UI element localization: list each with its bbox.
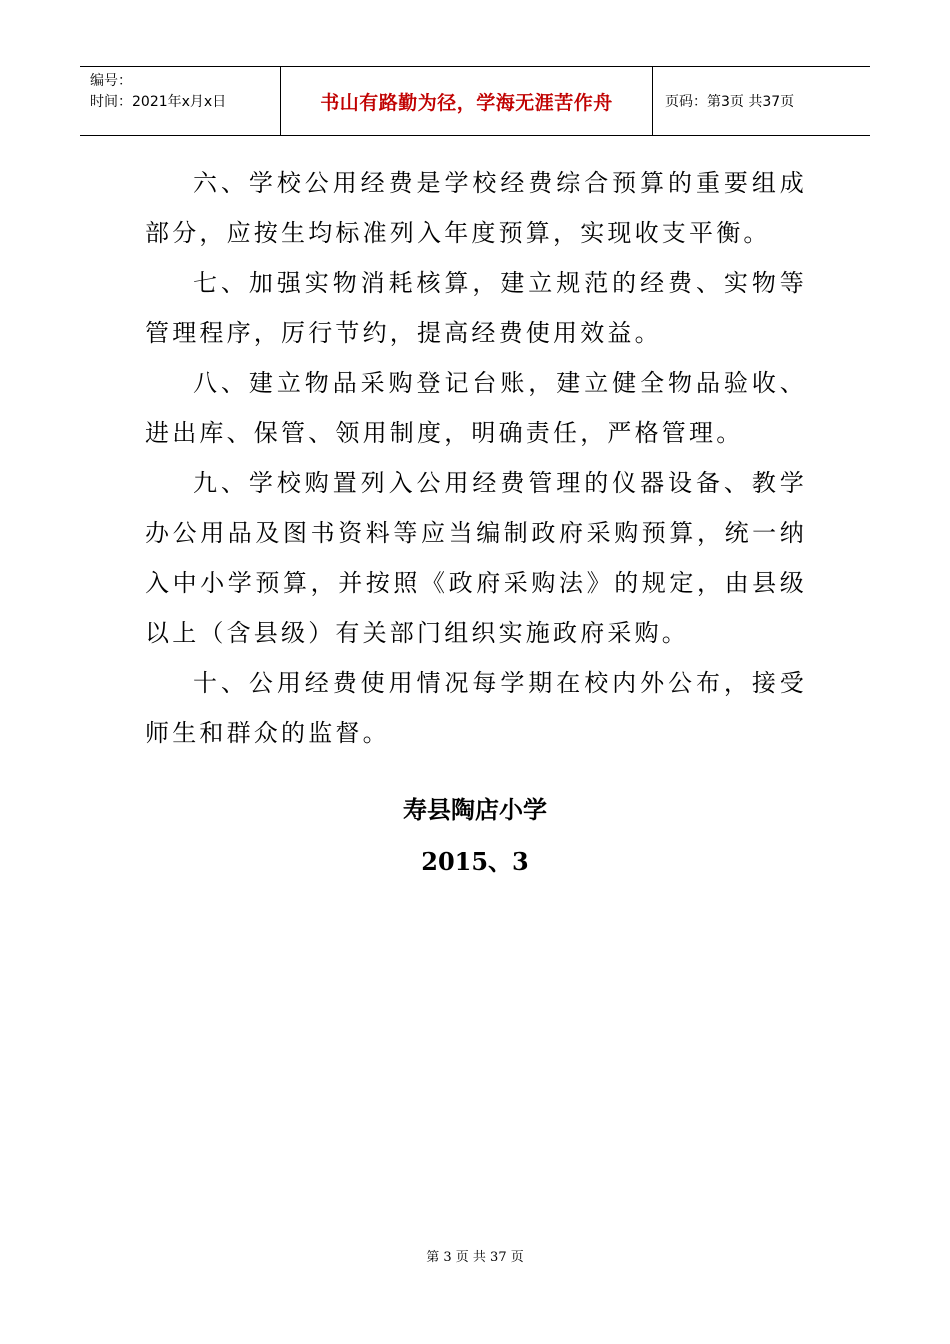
document-time-label: 时间：2021年x月x日 [90, 94, 227, 110]
document-number-label: 编号： [90, 73, 132, 89]
page-footer: 第 3 页 共 37 页 [426, 1250, 524, 1265]
paragraph-10: 十、公用经费使用情况每学期在校内外公布，接受师生和群众的监督。 [145, 669, 807, 747]
paragraph-8: 八、建立物品采购登记台账，建立健全物品验收、进出库、保管、领用制度，明确责任，严格管理。 [145, 369, 807, 447]
paragraph-9: 九、学校购置列入公用经费管理的仪器设备、教学办公用品及图书资料等应当编制政府采购预算，统一纳入中小学预算，并按照《政府采购法》的规定，由县级以上（含县级）有关部门组织实施政府采购。 [145, 469, 807, 647]
document-body [145, 158, 807, 758]
header-page-info: 页码：第3页 共37页 [665, 94, 795, 110]
signature-organization: 寿县陶店小学 [403, 795, 547, 824]
paragraph-6: 六、学校公用经费是学校经费综合预算的重要组成部分，应按生均标准列入年度预算，实现收支平衡。 [145, 169, 807, 247]
header-motto: 书山有路勤为径，学海无涯苦作舟 [281, 67, 653, 135]
signature-date: 2015、3 [421, 847, 529, 876]
page-header [80, 66, 870, 136]
header-meta [80, 67, 281, 135]
paragraph-7: 七、加强实物消耗核算，建立规范的经费、实物等管理程序，厉行节约，提高经费使用效益。 [145, 269, 807, 347]
